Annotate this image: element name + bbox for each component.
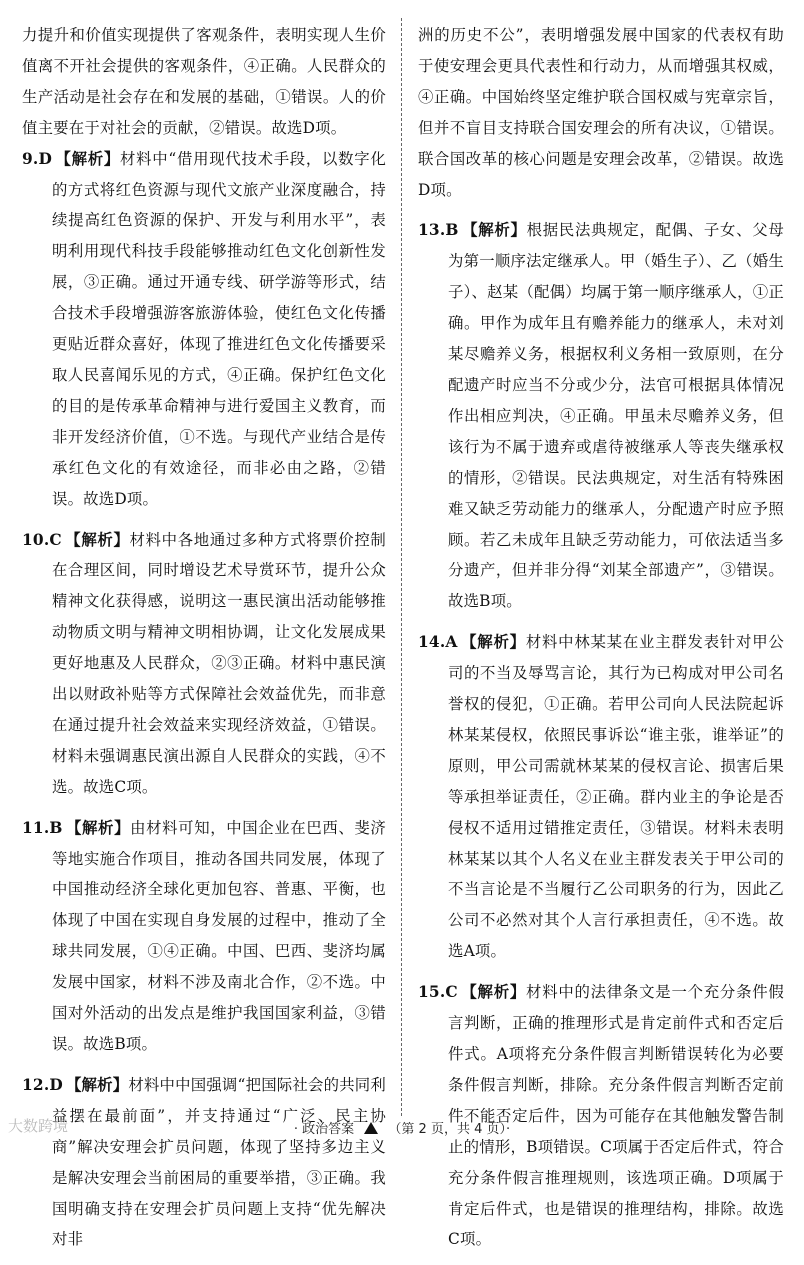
- answer-paragraph: [22, 1070, 386, 1255]
- analysis-tag: 【解析】: [460, 633, 526, 652]
- answer-paragraph: [22, 144, 386, 515]
- answer-item: [22, 1070, 386, 1255]
- answer-item: [22, 525, 386, 803]
- answer-item: [22, 813, 386, 1060]
- watermark-logo: [8, 1115, 68, 1136]
- watermark-text: 大数跨境: [8, 1117, 69, 1135]
- answer-item: [22, 144, 386, 515]
- question-number: 15.C: [418, 983, 458, 1002]
- answer-item: [418, 977, 784, 1255]
- left-column: [22, 20, 386, 1265]
- question-number: 11.B: [22, 818, 63, 837]
- question-number: 14.A: [418, 633, 458, 652]
- answer-item: [418, 627, 784, 967]
- footer-page-number: （第 2 页，共 4 页）·: [388, 1122, 511, 1137]
- analysis-tag: 【解析】: [65, 818, 131, 837]
- analysis-tag: 【解析】: [460, 983, 527, 1002]
- question-number: 12.D: [22, 1075, 63, 1094]
- answer-paragraph: [22, 525, 386, 803]
- footer-subject: · 政治答案: [293, 1122, 355, 1137]
- triangle-icon: [364, 1122, 378, 1134]
- answer-paragraph: [418, 215, 784, 617]
- column-divider: [401, 18, 402, 1116]
- analysis-text: 材料中林某某在业主群发表针对甲公司的不当及辱骂言论，其行为已构成对甲公司名誉权的侵犯，①正确。若甲公司向人民法院起诉林某某侵权，依照民事诉讼“谁主张，谁举证”的原则，甲公司需就林某某的侵权言论、损害后果等承担举证责任，②正确。群内业主的争论是否侵权不适用过错推定责任，③错误。材料未表明林某某以其个人名义在业主群发表关于甲公司的不当言论是不当履行乙公司职务的行为，因此乙公司不必然对其个人言行承担责任，④不选。故选A项。: [448, 633, 784, 961]
- question-number: 10.C: [22, 530, 62, 549]
- analysis-tag: 【解析】: [461, 221, 527, 240]
- answer-item: [418, 215, 784, 617]
- analysis-tag: 【解析】: [64, 530, 130, 549]
- analysis-text: 材料中的法律条文是一个充分条件假言判断，正确的推理形式是肯定前件式和否定后件式。A项将充分条件假言判断错误转化为必要条件假言判断，排除。充分条件假言判断否定前件不能否定后件，因为可能存在其他触发警告制止的情形，B项错误。C项属于否定后件式，符合充分条件假言推理规则，该选项正确。D项属于肯定后件式，也是错误的推理结构，排除。故选C项。: [448, 983, 784, 1249]
- question-number: 13.B: [418, 221, 459, 240]
- analysis-tag: 【解析】: [65, 1075, 129, 1094]
- analysis-text: 材料中“借用现代技术手段，以数字化的方式将红色资源与现代文旅产业深度融合，持续提高红色资源的保护、开发与利用水平”，表明利用现代科技手段能够推动红色文化创新性发展，③正确。通过开通专线、研学游等形式，结合技术手段增强游客旅游体验，使红色文化传播更贴近群众喜好，体现了推进红色文化传播要采取人民喜闻乐见的方式，④正确。保护红色文化的目的是传承革命精神与进行爱国主义教育，而非开发经济价值，①不选。与现代产业结合是传承红色文化的有效途径，而非必由之路，②错误。故选D项。: [52, 149, 386, 508]
- answer-list: [22, 144, 386, 1256]
- right-column: [418, 20, 784, 1265]
- answer-paragraph: [22, 813, 386, 1060]
- analysis-text: 由材料可知，中国企业在巴西、斐济等地实施合作项目，推动各国共同发展，体现了中国推动经济全球化更加包容、普惠、平衡，也体现了中国在实现自身发展的过程中，推动了全球共同发展，①④正确。中国、巴西、斐济均属发展中国家，材料不涉及南北合作，②不选。中国对外活动的出发点是维护我国国家利益，③错误。故选B项。: [52, 818, 386, 1053]
- analysis-text: 材料中各地通过多种方式将票价控制在合理区间，同时增设艺术导赏环节，提升公众精神文化获得感，说明这一惠民演出活动能够推动物质文明与精神文明相协调，让文化发展成果更好地惠及人民群众，②③正确。材料中惠民演出以财政补贴等方式保障社会效益优先，而非意在通过提升社会效益来实现经济效益，①错误。材料未强调惠民演出源自人民群众的实践，④不选。故选C项。: [52, 530, 386, 796]
- analysis-tag: 【解析】: [55, 149, 121, 168]
- question-number: 9.D: [22, 149, 53, 168]
- page-footer: [0, 1118, 804, 1137]
- answer-paragraph: [418, 977, 784, 1255]
- continuation-text: 洲的历史不公”，表明增强发展中国家的代表权有助于使安理会更具代表性和行动力，从而增强其权威，④正确。中国始终坚定维护联合国权威与宪章宗旨，但并不盲目支持联合国安理会的所有决议，①错误。联合国改革的核心问题是安理会改革，②错误。故选D项。: [418, 26, 784, 199]
- answer-list: [418, 215, 784, 1255]
- continuation-text: 力提升和价值实现提供了客观条件，表明实现人生价值离不开社会提供的客观条件，④正确。人民群众的生产活动是社会存在和发展的基础，①错误。人的价值主要在于对社会的贡献，②错误。故选D项。: [22, 26, 386, 137]
- analysis-text: 材料中中国强调“把国际社会的共同利益摆在最前面”，并支持通过“广泛、民主协商”解决安理会扩员问题，体现了坚持多边主义是解决安理会当前困局的重要举措，③正确。我国明确支持在安理会扩员问题上支持“优先解决对非: [52, 1075, 386, 1249]
- answer-paragraph: [418, 627, 784, 967]
- analysis-text: 根据民法典规定，配偶、子女、父母为第一顺序法定继承人。甲（婚生子）、乙（婚生子）、赵某（配偶）均属于第一顺序继承人，①正确。甲作为成年且有赡养能力的继承人，未对刘某尽赡养义务，根据权利义务相一致原则，在分配遗产时应当不分或少分，法官可根据具体情况作出相应判决，④正确。甲虽未尽赡养义务，但该行为不属于遗弃或虐待被继承人等丧失继承权的情形，②错误。民法典规定，对生活有特殊困难又缺乏劳动能力的继承人，分配遗产时应予照顾。若乙未成年且缺乏劳动能力，可依法适当多分遗产，但并非分得“刘某全部遗产”，③错误。故选B项。: [448, 221, 784, 611]
